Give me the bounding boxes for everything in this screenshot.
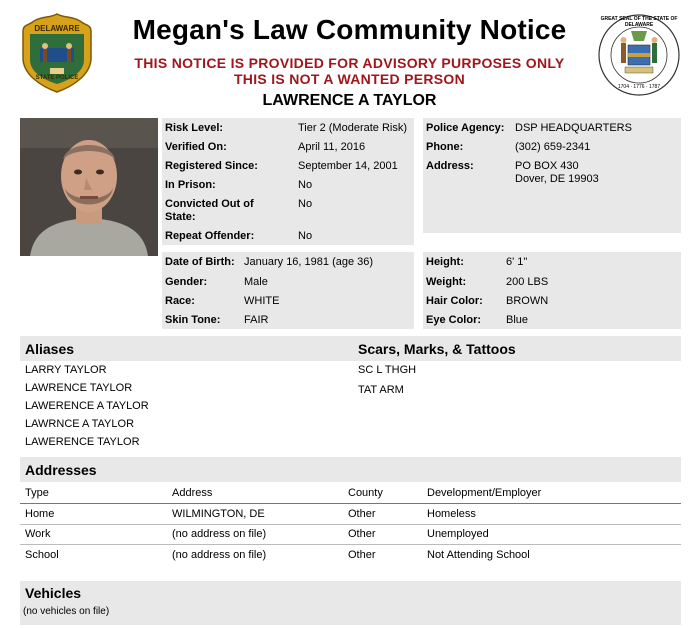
addresses-col-county: County	[348, 487, 383, 499]
alias-item: LAWERENCE TAYLOR	[25, 436, 140, 448]
race-value: WHITE	[244, 295, 280, 307]
seal-ring-text: GREAT SEAL OF THE STATE OF DELAWARE	[600, 16, 678, 28]
offender-photo	[20, 118, 158, 256]
vehicles-panel	[20, 581, 681, 625]
police-agency-value: DSP HEADQUARTERS	[515, 122, 632, 134]
in-prison-label: In Prison:	[165, 179, 216, 191]
alias-item: LAWRNCE A TAYLOR	[25, 418, 135, 430]
address-line-2: Dover, DE 19903	[515, 173, 599, 185]
person-photo-icon	[20, 118, 158, 256]
address-row-county: Other	[348, 528, 376, 540]
address-row-employer: Homeless	[427, 508, 476, 520]
addresses-col-type: Type	[25, 487, 49, 499]
skin-tone-label: Skin Tone:	[165, 314, 221, 326]
offender-name: LAWRENCE A TAYLOR	[262, 92, 437, 109]
address-row-employer: Not Attending School	[427, 549, 530, 561]
height-value: 6' 1"	[506, 256, 528, 268]
address-row-address: WILMINGTON, DE	[172, 508, 265, 520]
weight-value: 200 LBS	[506, 276, 549, 288]
alias-item: LAWERENCE A TAYLOR	[25, 400, 149, 412]
registered-since-label: Registered Since:	[165, 160, 258, 172]
vehicles-empty: (no vehicles on file)	[23, 606, 110, 617]
hair-color-value: BROWN	[506, 295, 549, 307]
page-title: Megan's Law Community Notice	[132, 14, 567, 45]
scar-item: SC L THGH	[358, 364, 417, 376]
not-wanted-notice: THIS IS NOT A WANTED PERSON	[233, 71, 466, 87]
alias-item: LAWRENCE TAYLOR	[25, 382, 133, 394]
addresses-heading: Addresses	[25, 462, 97, 478]
addresses-col-address: Address	[172, 487, 213, 499]
addresses-header-divider	[20, 503, 681, 504]
convicted-value: No	[298, 198, 313, 210]
address-row-county: Other	[348, 508, 376, 520]
weight-label: Weight:	[426, 276, 467, 288]
address-row-address: (no address on file)	[172, 528, 267, 540]
phone-label: Phone:	[426, 141, 464, 153]
police-agency-label: Police Agency:	[426, 122, 505, 134]
scar-item: TAT ARM	[358, 384, 404, 396]
aliases-heading: Aliases	[25, 341, 75, 357]
address-line-1: PO BOX 430	[515, 160, 579, 172]
verified-label: Verified On:	[165, 141, 227, 153]
aliases-heading-bar	[20, 336, 681, 361]
gender-value: Male	[244, 276, 268, 288]
repeat-offender-label: Repeat Offender:	[165, 230, 255, 242]
address-row-type: Home	[25, 508, 55, 520]
registered-since-value: September 14, 2001	[298, 160, 398, 172]
address-row-type: School	[25, 549, 59, 561]
phone-value: (302) 659-2341	[515, 141, 591, 153]
skin-tone-value: FAIR	[244, 314, 269, 326]
verified-value: April 11, 2016	[298, 141, 366, 153]
eye-color-value: Blue	[506, 314, 529, 326]
dob-label: Date of Birth:	[165, 256, 235, 268]
alias-item: LARRY TAYLOR	[25, 364, 107, 376]
risk-level-value: Tier 2 (Moderate Risk)	[298, 122, 408, 134]
badge-top-text: DELAWARE	[34, 24, 80, 33]
addresses-heading-bar	[20, 457, 681, 482]
address-label: Address:	[426, 160, 474, 172]
repeat-offender-value: No	[298, 230, 313, 242]
scars-heading: Scars, Marks, & Tattoos	[358, 341, 516, 357]
address-row-divider	[20, 524, 681, 525]
address-row-divider	[20, 544, 681, 545]
hair-color-label: Hair Color:	[426, 295, 483, 307]
address-row-employer: Unemployed	[427, 528, 489, 540]
dob-value: January 16, 1981 (age 36)	[244, 256, 374, 268]
seal-years: 1704 · 1776 · 1787	[617, 84, 661, 90]
advisory-notice: THIS NOTICE IS PROVIDED FOR ADVISORY PURPOSES ONLY	[134, 55, 565, 71]
badge-bottom-text: STATE POLICE	[35, 75, 79, 81]
addresses-col-employer: Development/Employer	[427, 487, 542, 499]
address-row-address: (no address on file)	[172, 549, 267, 561]
height-label: Height:	[426, 256, 464, 268]
address-row-county: Other	[348, 549, 376, 561]
in-prison-value: No	[298, 179, 313, 191]
vehicles-heading: Vehicles	[25, 585, 82, 601]
eye-color-label: Eye Color:	[426, 314, 482, 326]
gender-label: Gender:	[165, 276, 208, 288]
race-label: Race:	[165, 295, 195, 307]
risk-level-label: Risk Level:	[165, 122, 224, 134]
address-row-type: Work	[25, 528, 51, 540]
convicted-label: Convicted Out of State:	[165, 198, 254, 223]
